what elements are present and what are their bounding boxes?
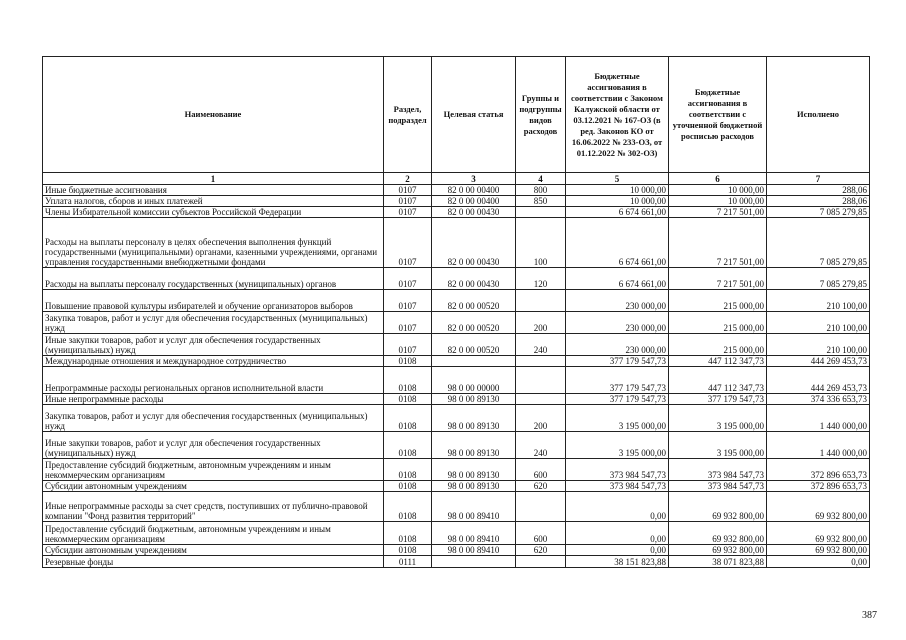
row-name: Уплата налогов, сборов и иных платежей	[43, 196, 384, 207]
row-name: Члены Избирательной комиссии субъектов Российской Федерации	[43, 207, 384, 218]
row-name: Закупка товаров, работ и услуг для обеспечения государственных (муниципальных) нужд	[43, 312, 384, 334]
column-number: 2	[384, 173, 432, 185]
column-number: 5	[566, 173, 669, 185]
row-section: 0107	[384, 218, 432, 268]
row-group: 850	[516, 196, 566, 207]
row-name: Иные закупки товаров, работ и услуг для обеспечения государственных (муниципальных) нужд	[43, 432, 384, 459]
row-planned-amount: 6 674 661,00	[566, 218, 669, 268]
row-refined-amount: 10 000,00	[669, 185, 767, 196]
header-planned: Бюджетные ассигнования в соответствии с Законом Калужской области от 03.12.2021 № 167-ОЗ (в ред. Законов КО от 16.06.2022 № 233-ОЗ, от 01.12.2022 № 302-ОЗ)	[566, 57, 669, 173]
column-number: 4	[516, 173, 566, 185]
row-section: 0108	[384, 459, 432, 481]
row-executed-amount: 210 100,00	[767, 290, 870, 312]
row-executed-amount: 288,06	[767, 196, 870, 207]
row-section: 0107	[384, 312, 432, 334]
row-refined-amount: 447 112 347,73	[669, 367, 767, 394]
table-row	[43, 207, 870, 218]
row-executed-amount: 69 932 800,00	[767, 522, 870, 545]
table-row	[43, 196, 870, 207]
row-refined-amount: 3 195 000,00	[669, 432, 767, 459]
row-planned-amount: 230 000,00	[566, 290, 669, 312]
row-name: Субсидии автономным учреждениям	[43, 545, 384, 556]
row-name: Предоставление субсидий бюджетным, автономным учреждениям и иным некоммерческим организациям	[43, 459, 384, 481]
row-section: 0108	[384, 522, 432, 545]
row-article: 82 0 00 00400	[432, 196, 516, 207]
row-article: 98 0 00 89130	[432, 432, 516, 459]
row-planned-amount: 6 674 661,00	[566, 268, 669, 290]
row-group: 240	[516, 334, 566, 356]
row-name: Повышение правовой культуры избирателей и обучение организаторов выборов	[43, 290, 384, 312]
row-refined-amount: 7 217 501,00	[669, 268, 767, 290]
row-refined-amount: 215 000,00	[669, 290, 767, 312]
row-group: 600	[516, 459, 566, 481]
row-article: 82 0 00 00520	[432, 334, 516, 356]
table-row	[43, 218, 870, 268]
row-group: 620	[516, 481, 566, 492]
row-refined-amount: 69 932 800,00	[669, 492, 767, 522]
row-section: 0108	[384, 394, 432, 405]
header-executed: Исполнено	[767, 57, 870, 173]
row-name: Иные непрограммные расходы за счет средств, поступивших от публично-правовой компании "Фонд развития территорий"	[43, 492, 384, 522]
row-name: Иные закупки товаров, работ и услуг для обеспечения государственных (муниципальных) нужд	[43, 334, 384, 356]
row-executed-amount: 444 269 453,73	[767, 356, 870, 367]
row-section: 0108	[384, 492, 432, 522]
row-article: 98 0 00 89410	[432, 492, 516, 522]
row-group: 600	[516, 522, 566, 545]
row-refined-amount: 377 179 547,73	[669, 394, 767, 405]
row-group	[516, 394, 566, 405]
table-row	[43, 394, 870, 405]
row-section: 0107	[384, 268, 432, 290]
row-refined-amount: 69 932 800,00	[669, 522, 767, 545]
row-article: 98 0 00 00000	[432, 367, 516, 394]
row-article: 82 0 00 00430	[432, 218, 516, 268]
row-planned-amount: 38 151 823,88	[566, 556, 669, 568]
row-refined-amount: 69 932 800,00	[669, 545, 767, 556]
row-executed-amount: 7 085 279,85	[767, 207, 870, 218]
column-number: 1	[43, 173, 384, 185]
row-refined-amount: 10 000,00	[669, 196, 767, 207]
row-article: 82 0 00 00400	[432, 185, 516, 196]
row-name: Расходы на выплаты персоналу государственных (муниципальных) органов	[43, 268, 384, 290]
row-section: 0108	[384, 405, 432, 432]
row-planned-amount: 377 179 547,73	[566, 356, 669, 367]
header-row	[43, 57, 870, 173]
row-article: 98 0 00 89410	[432, 545, 516, 556]
header-article: Целевая статья	[432, 57, 516, 173]
table-row	[43, 312, 870, 334]
row-executed-amount: 372 896 653,73	[767, 459, 870, 481]
row-planned-amount: 10 000,00	[566, 196, 669, 207]
row-section: 0107	[384, 290, 432, 312]
table-row	[43, 356, 870, 367]
row-planned-amount: 0,00	[566, 545, 669, 556]
row-refined-amount: 7 217 501,00	[669, 207, 767, 218]
row-refined-amount: 7 217 501,00	[669, 218, 767, 268]
row-name: Закупка товаров, работ и услуг для обеспечения государственных (муниципальных) нужд	[43, 405, 384, 432]
row-refined-amount: 38 071 823,88	[669, 556, 767, 568]
row-article	[432, 356, 516, 367]
row-planned-amount: 377 179 547,73	[566, 394, 669, 405]
row-article: 98 0 00 89130	[432, 394, 516, 405]
column-number-row	[43, 173, 870, 185]
page-number: 387	[862, 610, 877, 621]
table-row	[43, 459, 870, 481]
header-section: Раздел, подраздел	[384, 57, 432, 173]
row-executed-amount: 372 896 653,73	[767, 481, 870, 492]
row-refined-amount: 373 984 547,73	[669, 481, 767, 492]
row-section: 0108	[384, 545, 432, 556]
row-executed-amount: 69 932 800,00	[767, 545, 870, 556]
budget-table	[42, 56, 870, 568]
row-group	[516, 556, 566, 568]
header-name: Наименование	[43, 57, 384, 173]
row-executed-amount: 1 440 000,00	[767, 405, 870, 432]
row-article: 98 0 00 89130	[432, 405, 516, 432]
row-name: Иные непрограммные расходы	[43, 394, 384, 405]
row-section: 0111	[384, 556, 432, 568]
row-executed-amount: 1 440 000,00	[767, 432, 870, 459]
row-executed-amount: 69 932 800,00	[767, 492, 870, 522]
row-section: 0107	[384, 334, 432, 356]
row-group: 200	[516, 312, 566, 334]
row-planned-amount: 0,00	[566, 522, 669, 545]
row-executed-amount: 374 336 653,73	[767, 394, 870, 405]
table-row	[43, 522, 870, 545]
row-article	[432, 556, 516, 568]
table-row	[43, 492, 870, 522]
row-refined-amount: 215 000,00	[669, 334, 767, 356]
row-article: 82 0 00 00520	[432, 312, 516, 334]
row-executed-amount: 288,06	[767, 185, 870, 196]
row-planned-amount: 230 000,00	[566, 334, 669, 356]
row-article: 98 0 00 89130	[432, 459, 516, 481]
row-group: 240	[516, 432, 566, 459]
row-group: 120	[516, 268, 566, 290]
row-group	[516, 367, 566, 394]
row-planned-amount: 10 000,00	[566, 185, 669, 196]
row-article: 82 0 00 00430	[432, 268, 516, 290]
row-executed-amount: 444 269 453,73	[767, 367, 870, 394]
row-planned-amount: 377 179 547,73	[566, 367, 669, 394]
row-executed-amount: 7 085 279,85	[767, 268, 870, 290]
column-number: 7	[767, 173, 870, 185]
row-name: Предоставление субсидий бюджетным, автономным учреждениям и иным некоммерческим организациям	[43, 522, 384, 545]
row-planned-amount: 3 195 000,00	[566, 432, 669, 459]
row-group	[516, 356, 566, 367]
table-row	[43, 367, 870, 394]
row-name: Международные отношения и международное сотрудничество	[43, 356, 384, 367]
row-group	[516, 492, 566, 522]
table-row	[43, 481, 870, 492]
table-row	[43, 556, 870, 568]
row-section: 0108	[384, 367, 432, 394]
column-number: 6	[669, 173, 767, 185]
table-row	[43, 405, 870, 432]
row-planned-amount: 0,00	[566, 492, 669, 522]
table-row	[43, 290, 870, 312]
row-executed-amount: 7 085 279,85	[767, 218, 870, 268]
row-executed-amount: 210 100,00	[767, 334, 870, 356]
row-name: Непрограммные расходы региональных органов исполнительной власти	[43, 367, 384, 394]
row-group: 800	[516, 185, 566, 196]
header-group: Группы и подгруппы видов расходов	[516, 57, 566, 173]
row-refined-amount: 215 000,00	[669, 312, 767, 334]
table-row	[43, 334, 870, 356]
row-name: Субсидии автономным учреждениям	[43, 481, 384, 492]
row-planned-amount: 3 195 000,00	[566, 405, 669, 432]
row-article: 98 0 00 89410	[432, 522, 516, 545]
row-planned-amount: 373 984 547,73	[566, 481, 669, 492]
row-section: 0107	[384, 196, 432, 207]
table-row	[43, 432, 870, 459]
row-refined-amount: 447 112 347,73	[669, 356, 767, 367]
table-row	[43, 545, 870, 556]
row-article: 98 0 00 89130	[432, 481, 516, 492]
row-planned-amount: 373 984 547,73	[566, 459, 669, 481]
row-executed-amount: 210 100,00	[767, 312, 870, 334]
row-refined-amount: 3 195 000,00	[669, 405, 767, 432]
row-section: 0108	[384, 356, 432, 367]
row-group	[516, 207, 566, 218]
row-article: 82 0 00 00520	[432, 290, 516, 312]
row-group	[516, 290, 566, 312]
row-section: 0108	[384, 481, 432, 492]
row-executed-amount: 0,00	[767, 556, 870, 568]
row-planned-amount: 6 674 661,00	[566, 207, 669, 218]
row-group: 620	[516, 545, 566, 556]
row-refined-amount: 373 984 547,73	[669, 459, 767, 481]
row-name: Расходы на выплаты персоналу в целях обеспечения выполнения функций государственными (муниципальными) органами, казенными учреждениями, органами управления государственными внебюджетными фондами	[43, 218, 384, 268]
row-section: 0107	[384, 185, 432, 196]
row-name: Иные бюджетные ассигнования	[43, 185, 384, 196]
row-name: Резервные фонды	[43, 556, 384, 568]
column-number: 3	[432, 173, 516, 185]
row-section: 0108	[384, 432, 432, 459]
header-refined: Бюджетные ассигнования в соответствии с уточненной бюджетной росписью расходов	[669, 57, 767, 173]
table-row	[43, 185, 870, 196]
row-section: 0107	[384, 207, 432, 218]
row-group: 100	[516, 218, 566, 268]
row-group: 200	[516, 405, 566, 432]
row-planned-amount: 230 000,00	[566, 312, 669, 334]
table-row	[43, 268, 870, 290]
row-article: 82 0 00 00430	[432, 207, 516, 218]
